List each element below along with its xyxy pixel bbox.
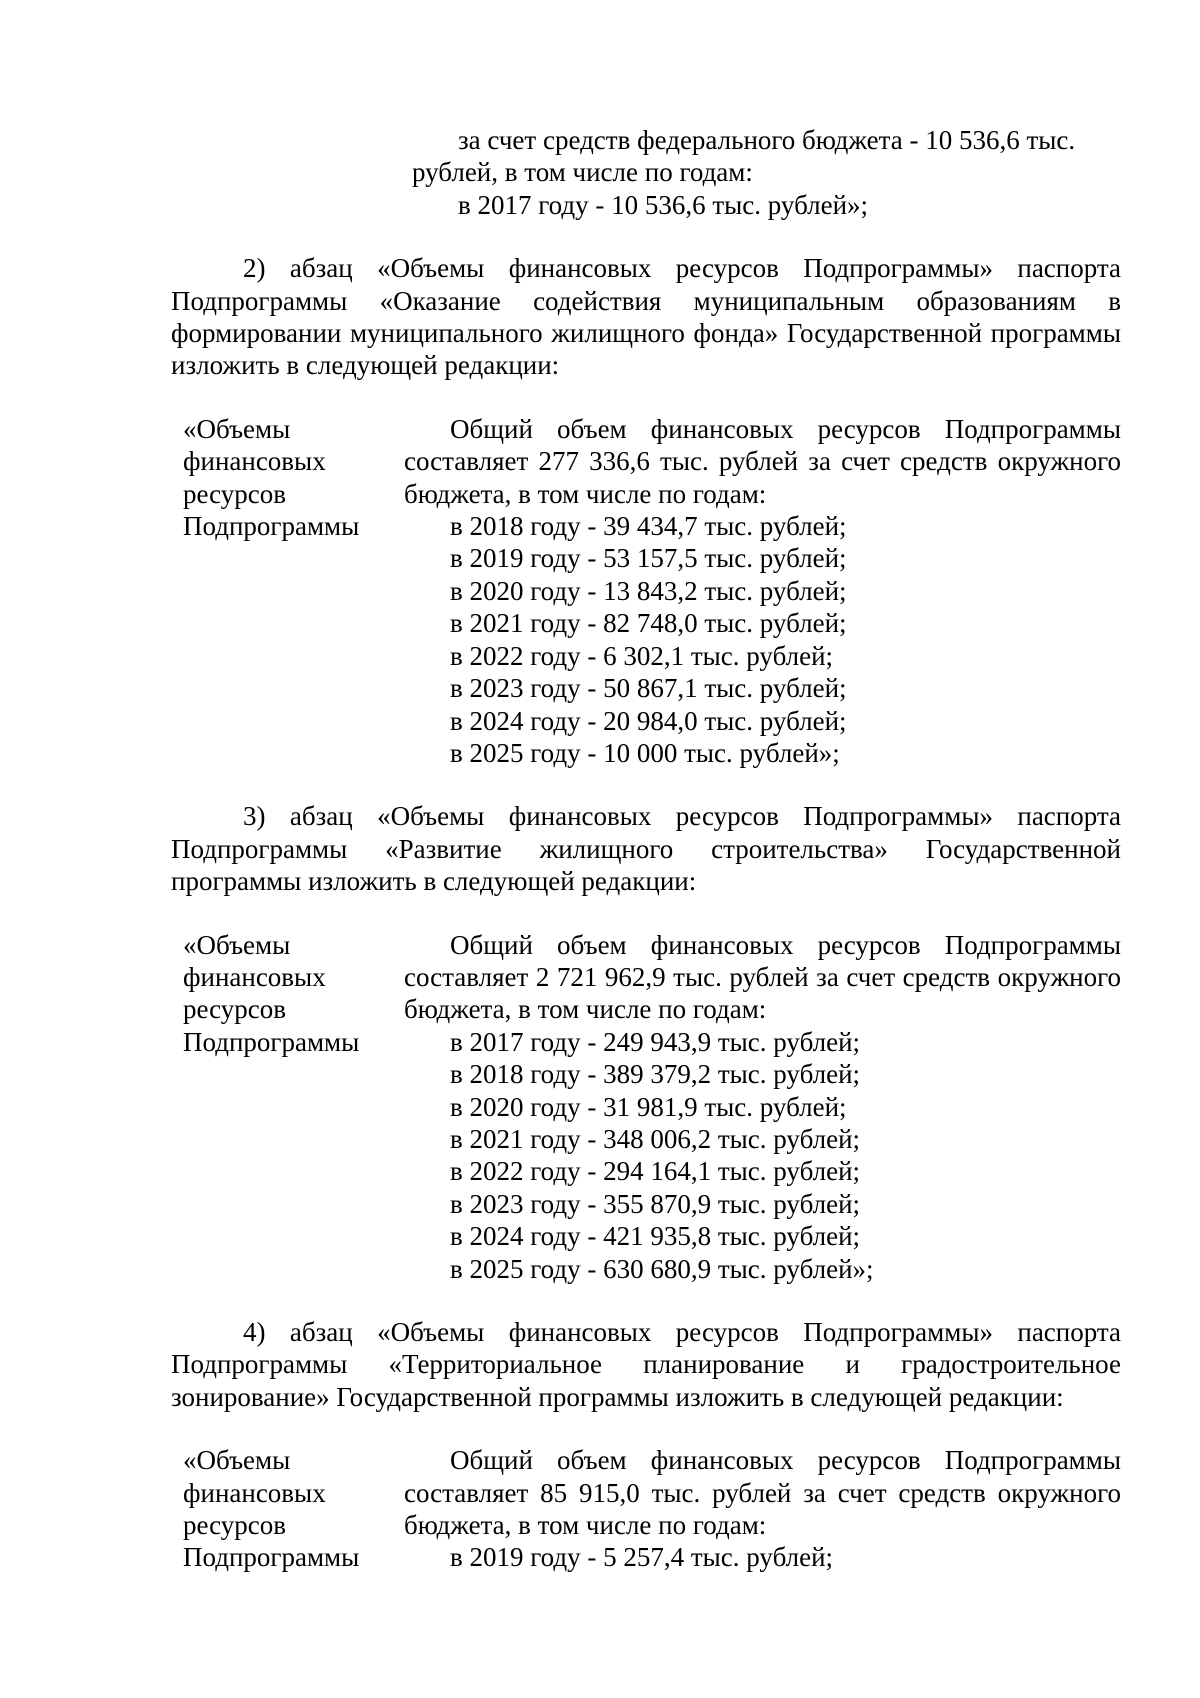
- year-amount: в 2021 году - 348 006,2 тыс. рублей;: [450, 1123, 861, 1154]
- year-amount: в 2017 году - 249 943,9 тыс. рублей;: [450, 1026, 861, 1057]
- financing-total: Общий объем финансовых ресурсов Подпрограммы составляет 277 336,6 тыс. рублей за счет средств окружного бюджета, в том числе по годам:: [404, 413, 1121, 509]
- financing-block: [171, 929, 1121, 1285]
- year-amount: в 2024 году - 20 984,0 тыс. рублей;: [450, 705, 847, 736]
- financing-details: [404, 1444, 1121, 1574]
- year-amount: в 2023 году - 50 867,1 тыс. рублей;: [450, 673, 847, 704]
- year-amount: в 2022 году - 6 302,1 тыс. рублей;: [450, 640, 834, 671]
- year-amount: в 2023 году - 355 870,9 тыс. рублей;: [450, 1188, 861, 1219]
- financing-label: «Объемы финансовых ресурсов Подпрограммы: [183, 929, 360, 1057]
- year-amount: в 2022 году - 294 164,1 тыс. рублей;: [450, 1156, 861, 1187]
- year-amount: в 2020 году - 13 843,2 тыс. рублей;: [450, 575, 847, 606]
- year-amount: в 2018 году - 39 434,7 тыс. рублей;: [450, 511, 847, 542]
- financing-label: «Объемы финансовых ресурсов Подпрограммы: [183, 413, 360, 542]
- section-intro: 4) абзац «Объемы финансовых ресурсов Подпрограммы» паспорта Подпрограммы «Территориальное планирование и градостроительное зонирование» Государственной программы изложить в следующей редакции:: [171, 1317, 1121, 1412]
- year-amount: в 2025 году - 10 000 тыс. рублей»;: [450, 737, 840, 768]
- year-amount: в 2021 году - 82 748,0 тыс. рублей;: [450, 608, 847, 639]
- year-amount: в 2019 году - 5 257,4 тыс. рублей;: [450, 1542, 834, 1573]
- financing-label: «Объемы финансовых ресурсов Подпрограммы: [183, 1445, 360, 1573]
- text-line: в 2017 году - 10 536,6 тыс. рублей»;: [458, 189, 869, 220]
- financing-details: [404, 413, 1121, 769]
- year-amount: в 2025 году - 630 680,9 тыс. рублей»;: [450, 1253, 874, 1284]
- section-intro: 3) абзац «Объемы финансовых ресурсов Подпрограммы» паспорта Подпрограммы «Развитие жилищного строительства» Государственной программы изложить в следующей редакции:: [171, 801, 1121, 897]
- financing-block: [171, 413, 1121, 769]
- year-amount: в 2020 году - 31 981,9 тыс. рублей;: [450, 1091, 847, 1122]
- year-amount: в 2018 году - 389 379,2 тыс. рублей;: [450, 1059, 861, 1090]
- financing-total: Общий объем финансовых ресурсов Подпрограммы составляет 2 721 962,9 тыс. рублей за счет средств окружного бюджета, в том числе по годам:: [404, 929, 1121, 1025]
- year-amount: в 2019 году - 53 157,5 тыс. рублей;: [450, 543, 847, 574]
- text-line: за счет средств федерального бюджета - 10 536,6 тыс.: [458, 125, 1076, 155]
- text-line: рублей, в том числе по годам:: [412, 157, 753, 188]
- document-page: [171, 124, 1121, 1574]
- continuation-block: [412, 124, 1122, 221]
- financing-details: [404, 929, 1121, 1285]
- financing-total: Общий объем финансовых ресурсов Подпрограммы составляет 85 915,0 тыс. рублей за счет средств окружного бюджета, в том числе по годам:: [404, 1445, 1121, 1541]
- year-amount: в 2024 году - 421 935,8 тыс. рублей;: [450, 1221, 861, 1252]
- section-intro: 2) абзац «Объемы финансовых ресурсов Подпрограммы» паспорта Подпрограммы «Оказание содействия муниципальным образованиям в формировании муниципального жилищного фонда» Государственной программы изложить в следующей редакции:: [171, 253, 1121, 381]
- financing-block: [171, 1444, 1121, 1574]
